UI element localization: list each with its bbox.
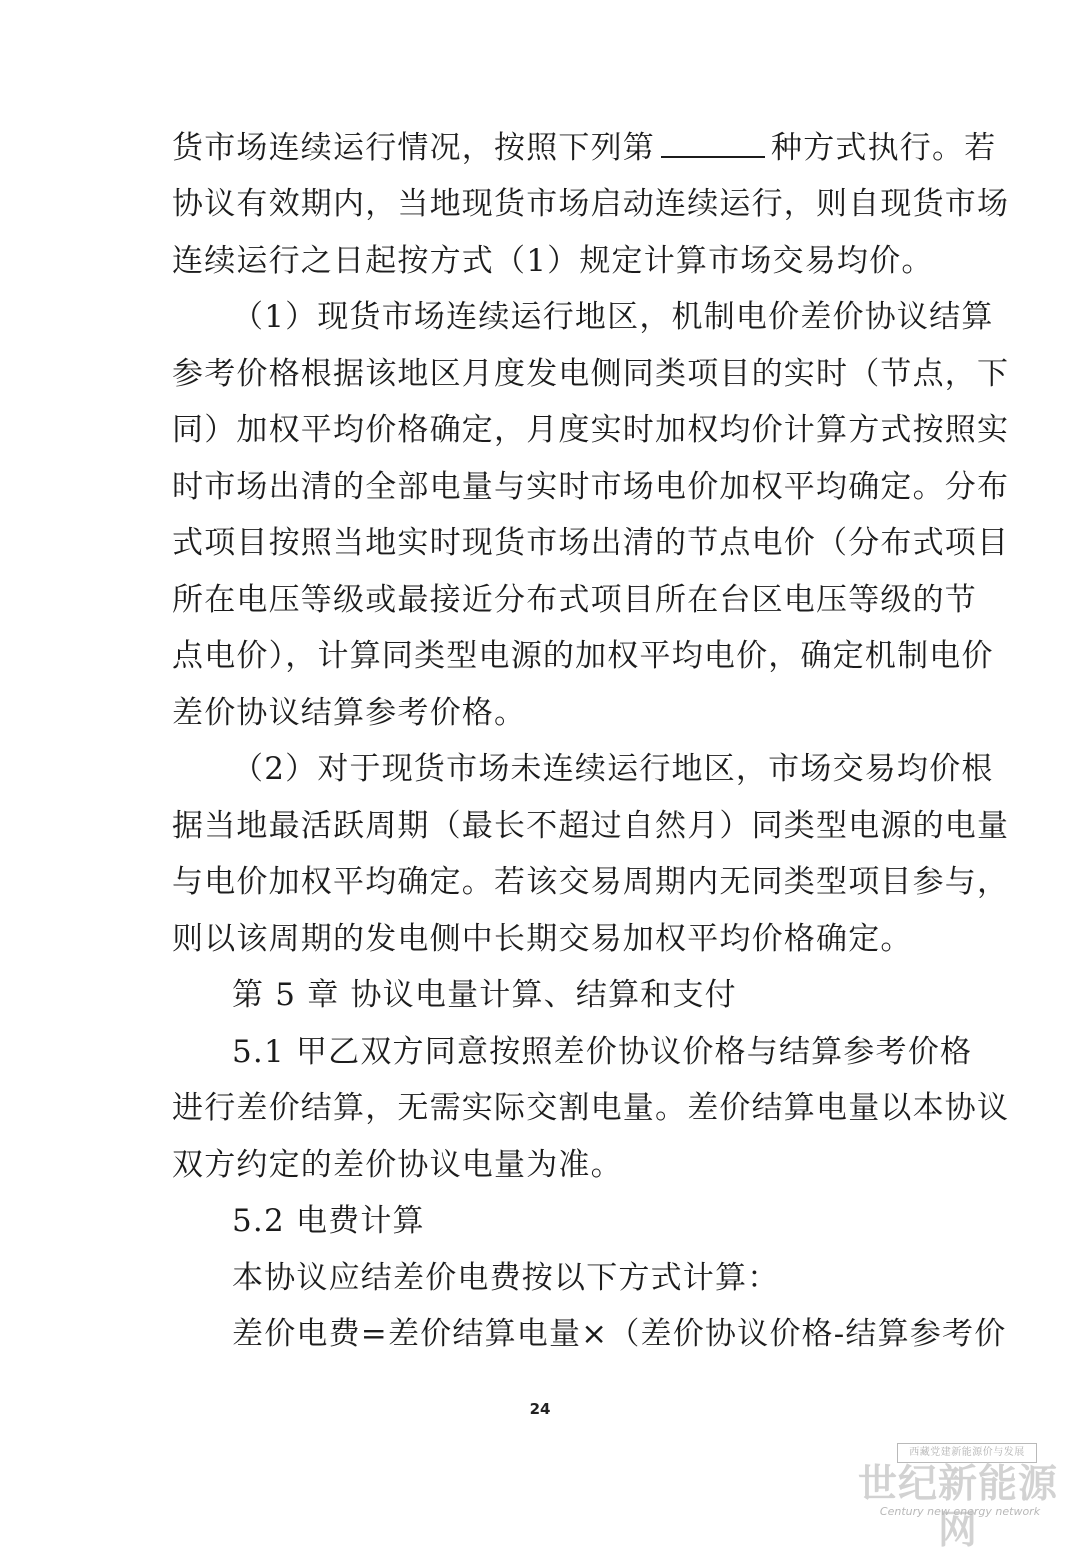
text-line: 参考价格根据该地区月度发电侧同类项目的实时（节点，下 — [172, 356, 1010, 392]
text-line: 本协议应结差价电费按以下方式计算： — [232, 1260, 780, 1296]
watermark-subtitle: Century new energy network — [879, 1505, 1041, 1518]
text-line: 式项目按照当地实时现货市场出清的节点电价（分布式项目 — [172, 525, 1010, 561]
page-number: 24 — [529, 1400, 551, 1418]
text-line: 所在电压等级或最接近分布式项目所在台区电压等级的节 — [172, 582, 977, 618]
text-line: 货市场连续运行情况，按照下列第 种方式执行。若 — [172, 130, 997, 166]
text-line: 双方约定的差价协议电量为准。 — [172, 1147, 623, 1183]
text-line: 时市场出清的全部电量与实时市场电价加权平均确定。分布 — [172, 469, 1010, 505]
text-line: 点电价），计算同类型电源的加权平均电价，确定机制电价 — [172, 638, 994, 674]
chapter-heading: 第 5 章 协议电量计算、结算和支付 — [232, 977, 737, 1013]
text-line: 据当地最活跃周期（最长不超过自然月）同类型电源的电量 — [172, 808, 1010, 844]
watermark-logo-text: 世纪新能源网 — [857, 1462, 1058, 1553]
text-line: 协议有效期内，当地现货市场启动连续运行，则自现货市场 — [172, 186, 1010, 222]
text-line: 连续运行之日起按方式（1）规定计算市场交易均价。 — [172, 243, 934, 279]
clause-5-1: 5.1 甲乙双方同意按照差价协议价格与结算参考价格 — [232, 1034, 973, 1070]
paragraph-start: （1）现货市场连续运行地区，机制电价差价协议结算 — [232, 299, 994, 335]
watermark-box: 西藏党建新能源价与发展 — [897, 1443, 1037, 1463]
clause-5-2-heading: 5.2 电费计算 — [232, 1203, 425, 1239]
text-line: 则以该周期的发电侧中长期交易加权平均价格确定。 — [172, 921, 913, 957]
fill-in-blank — [661, 128, 765, 158]
text-line: 同）加权平均价格确定，月度实时加权均价计算方式按照实 — [172, 412, 1010, 448]
paragraph-start: （2）对于现货市场未连续运行地区，市场交易均价根 — [232, 751, 994, 787]
text-line: 与电价加权平均确定。若该交易周期内无同类型项目参与， — [172, 864, 1010, 900]
text-line: 进行差价结算，无需实际交割电量。差价结算电量以本协议 — [172, 1090, 1010, 1126]
formula-line: 差价电费=差价结算电量×（差价协议价格-结算参考价 — [232, 1316, 1007, 1352]
text-line: 差价协议结算参考价格。 — [172, 695, 527, 731]
